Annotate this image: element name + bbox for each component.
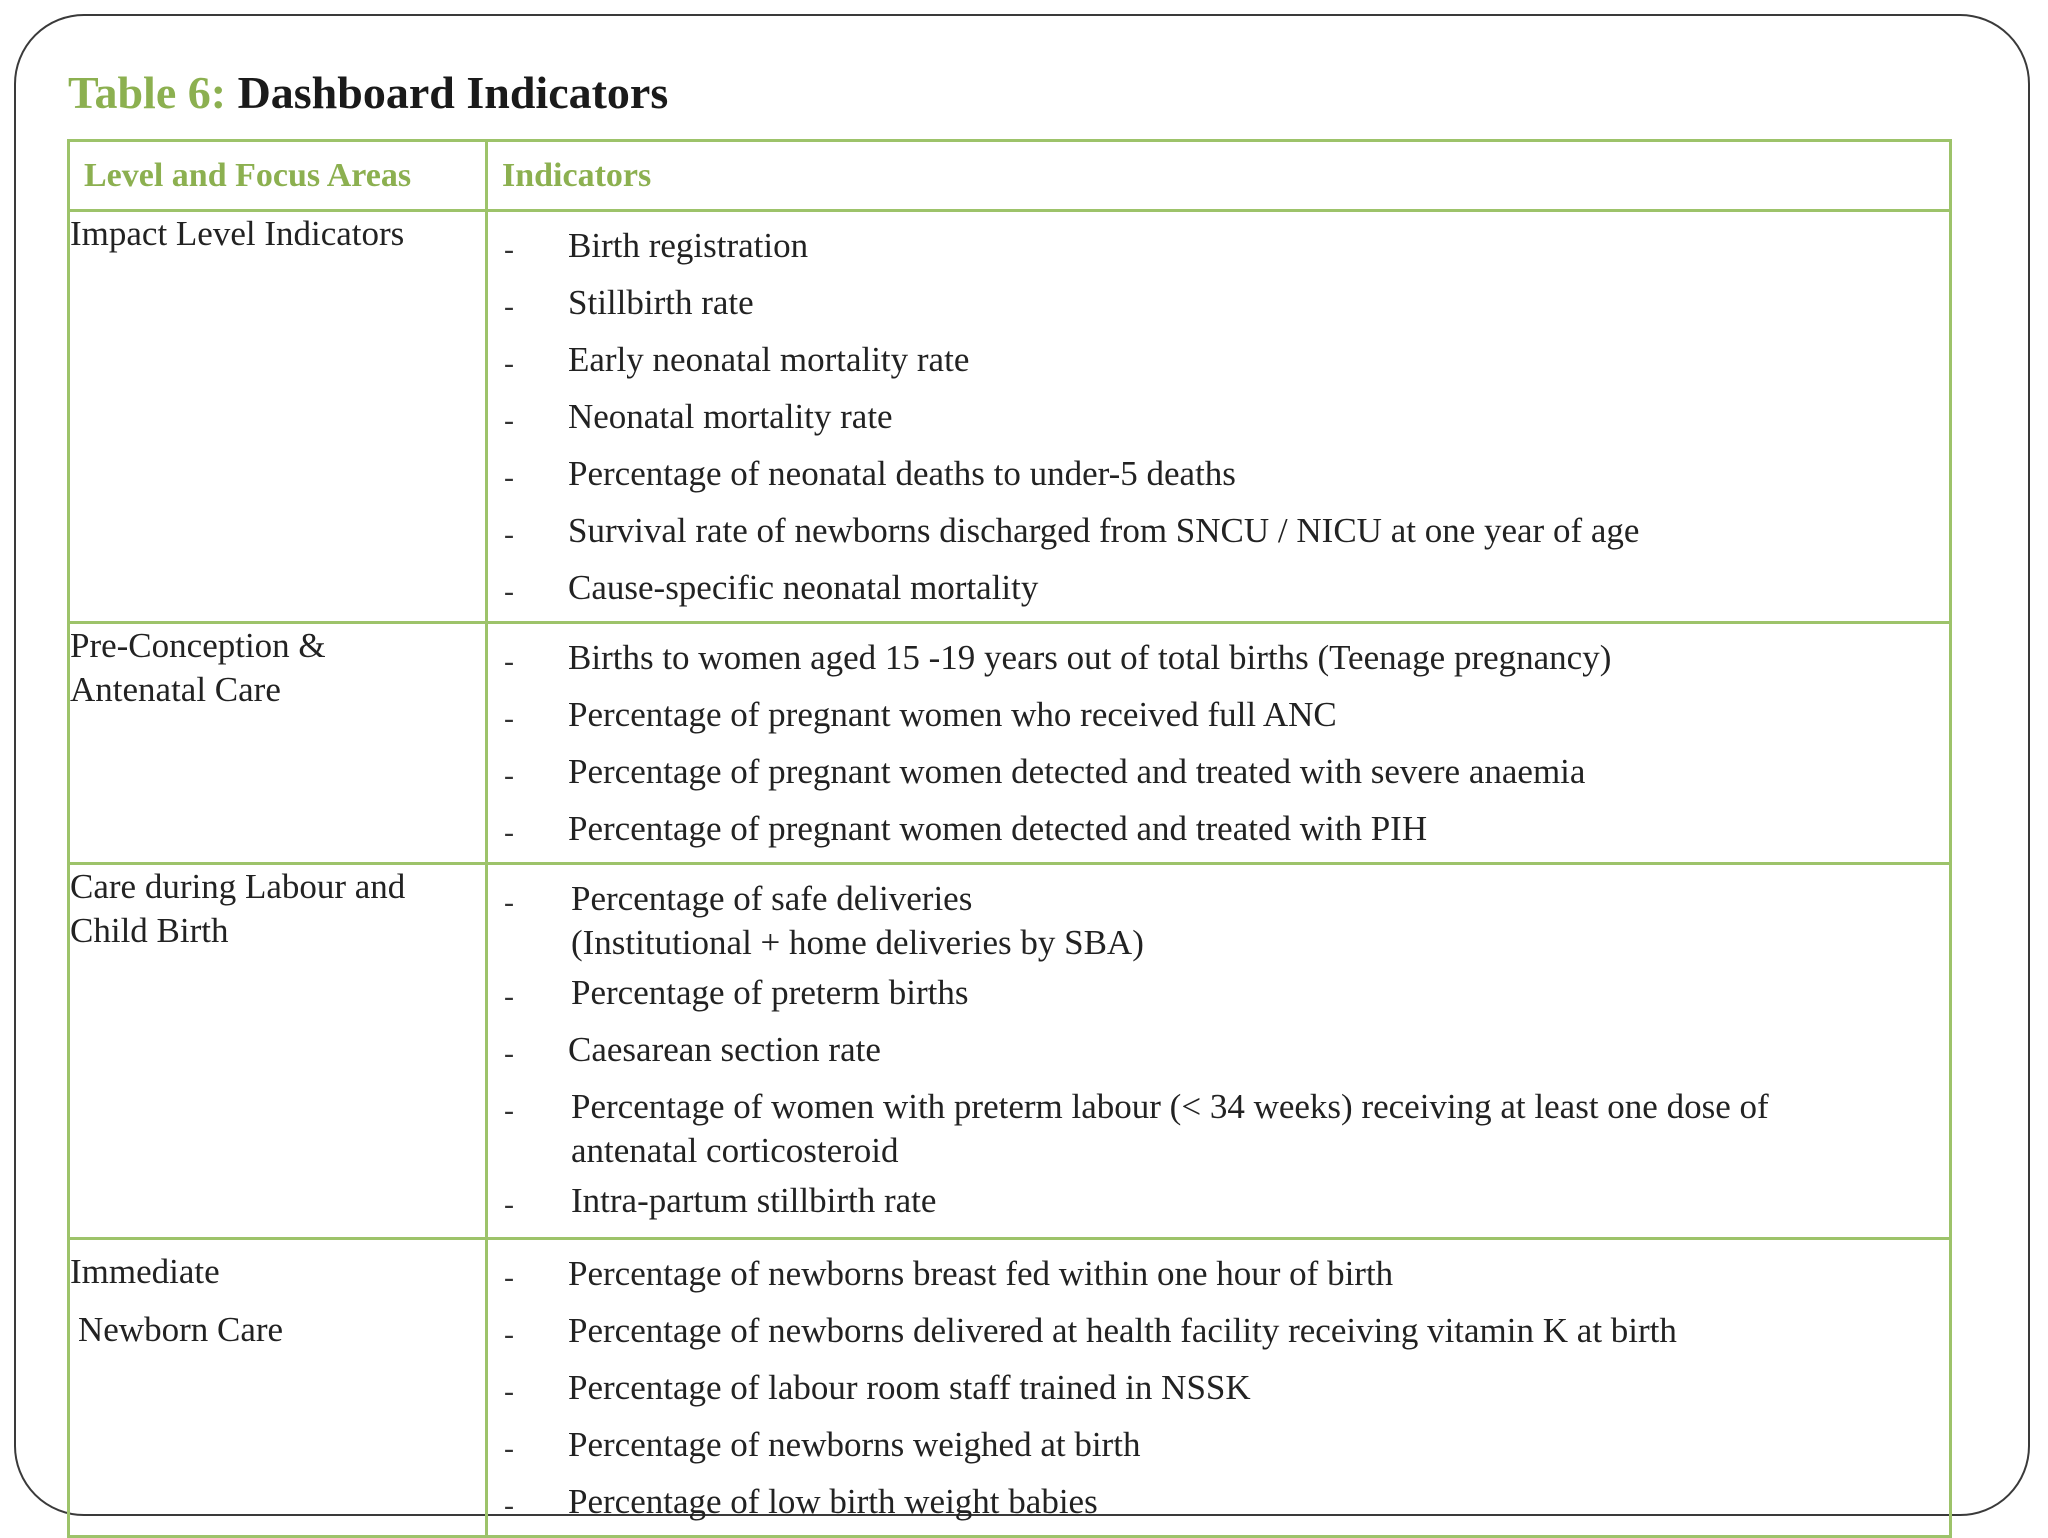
indicators-cell-labour-child-birth: [487, 864, 1951, 1239]
list-marker: -: [504, 404, 514, 437]
list-marker: -: [504, 290, 514, 323]
indicator-text: Birth registration: [568, 226, 809, 265]
indicator-item: [488, 332, 1949, 389]
area-label: Antenatal Care: [70, 670, 281, 709]
indicator-item: [488, 687, 1949, 744]
list-marker: -: [504, 1375, 514, 1408]
indicator-item: [488, 1360, 1949, 1417]
indicator-item: [488, 1303, 1949, 1360]
list-marker: -: [504, 702, 514, 735]
indicator-item: [488, 1022, 1949, 1079]
area-label: Immediate: [70, 1252, 220, 1291]
indicator-item: [488, 560, 1949, 617]
area-label: Care during Labour and: [70, 867, 406, 906]
indicator-text: Neonatal mortality rate: [568, 397, 893, 436]
table-row-labour-child-birth: [69, 864, 1951, 1239]
indicator-text: Early neonatal mortality rate: [568, 340, 970, 379]
table-title-text: Dashboard Indicators: [237, 67, 669, 118]
list-marker: -: [504, 645, 514, 678]
indicator-text: Percentage of newborns weighed at birth: [568, 1425, 1141, 1464]
indicator-text: Caesarean section rate: [568, 1030, 881, 1069]
table-title: [68, 66, 668, 119]
list-marker: -: [504, 816, 514, 849]
indicator-text: Percentage of newborns delivered at health facility receiving vitamin K at birth: [568, 1311, 1677, 1350]
indicator-item: [488, 1417, 1949, 1474]
indicators-cell-newborn-care: [487, 1239, 1951, 1537]
indicator-item: [488, 446, 1949, 503]
area-label: Newborn Care: [78, 1310, 284, 1349]
table-row-impact-level: [69, 211, 1951, 623]
indicator-text: Percentage of labour room staff trained in NSSK: [568, 1368, 1251, 1407]
area-cell-pre-conception: [69, 623, 487, 864]
list-marker: -: [504, 347, 514, 380]
area-label: Impact Level Indicators: [70, 214, 405, 253]
indicator-text: Percentage of women with preterm labour (< 34 weeks) receiving at least one dose of: [571, 1087, 1769, 1126]
indicator-text: Survival rate of newborns discharged from SNCU / NICU at one year of age: [568, 511, 1640, 550]
indicator-item: [488, 389, 1949, 446]
indicator-text: Percentage of low birth weight babies: [568, 1482, 1098, 1521]
indicator-item: [488, 871, 1949, 965]
indicator-text: Percentage of safe deliveries: [571, 879, 973, 918]
area-cell-labour-child-birth: [69, 864, 487, 1239]
table-row-newborn-care: [69, 1239, 1951, 1537]
table-header-row: [69, 141, 1951, 211]
list-marker: -: [504, 575, 514, 608]
list-marker: -: [504, 461, 514, 494]
list-marker: -: [504, 1037, 514, 1070]
list-marker: -: [504, 233, 514, 266]
list-marker: -: [504, 1318, 514, 1351]
indicator-item: [488, 503, 1949, 560]
area-cell-impact-level: [69, 211, 487, 623]
indicator-text-continuation: (Institutional + home deliveries by SBA): [571, 923, 1144, 962]
indicator-text: Percentage of pregnant women detected and treated with severe anaemia: [568, 752, 1586, 791]
indicator-item: [488, 1079, 1949, 1173]
indicator-item: [488, 1246, 1949, 1303]
list-marker: -: [504, 1432, 514, 1465]
table-number-label: Table 6:: [68, 67, 227, 118]
indicator-text: Births to women aged 15 -19 years out of total births (Teenage pregnancy): [568, 638, 1612, 677]
header-indicators: Indicators: [487, 141, 1951, 211]
area-label: Child Birth: [70, 911, 229, 950]
list-marker: -: [504, 1261, 514, 1294]
list-marker: -: [504, 759, 514, 792]
indicator-item: [488, 801, 1949, 858]
indicator-item: [488, 218, 1949, 275]
indicator-item: [488, 965, 1949, 1022]
list-marker: -: [504, 1188, 514, 1221]
indicator-item: [488, 1173, 1949, 1230]
indicator-text-continuation: antenatal corticosteroid: [571, 1131, 899, 1170]
indicator-text: Percentage of pregnant women who received full ANC: [568, 695, 1337, 734]
header-level-focus-areas: Level and Focus Areas: [69, 141, 487, 211]
indicators-cell-pre-conception: [487, 623, 1951, 864]
indicator-text: Percentage of preterm births: [571, 973, 969, 1012]
list-marker: -: [504, 886, 514, 919]
area-label: Pre-Conception &: [70, 626, 326, 665]
indicator-text: Percentage of neonatal deaths to under-5 deaths: [568, 454, 1236, 493]
list-marker: -: [504, 980, 514, 1013]
indicators-cell-impact-level: [487, 211, 1951, 623]
list-marker: -: [504, 1489, 514, 1522]
indicator-item: [488, 744, 1949, 801]
list-marker: -: [504, 518, 514, 551]
indicator-item: [488, 275, 1949, 332]
indicator-text: Cause-specific neonatal mortality: [568, 568, 1039, 607]
indicator-item: [488, 630, 1949, 687]
list-marker: -: [504, 1094, 514, 1127]
area-cell-newborn-care: [69, 1239, 487, 1537]
indicator-item: [488, 1474, 1949, 1531]
dashboard-indicators-table: [67, 139, 1952, 1538]
indicator-text: Intra-partum stillbirth rate: [571, 1181, 937, 1220]
indicator-text: Stillbirth rate: [568, 283, 754, 322]
table-row-pre-conception: [69, 623, 1951, 864]
indicator-text: Percentage of pregnant women detected and treated with PIH: [568, 809, 1428, 848]
indicator-text: Percentage of newborns breast fed within one hour of birth: [568, 1254, 1394, 1293]
